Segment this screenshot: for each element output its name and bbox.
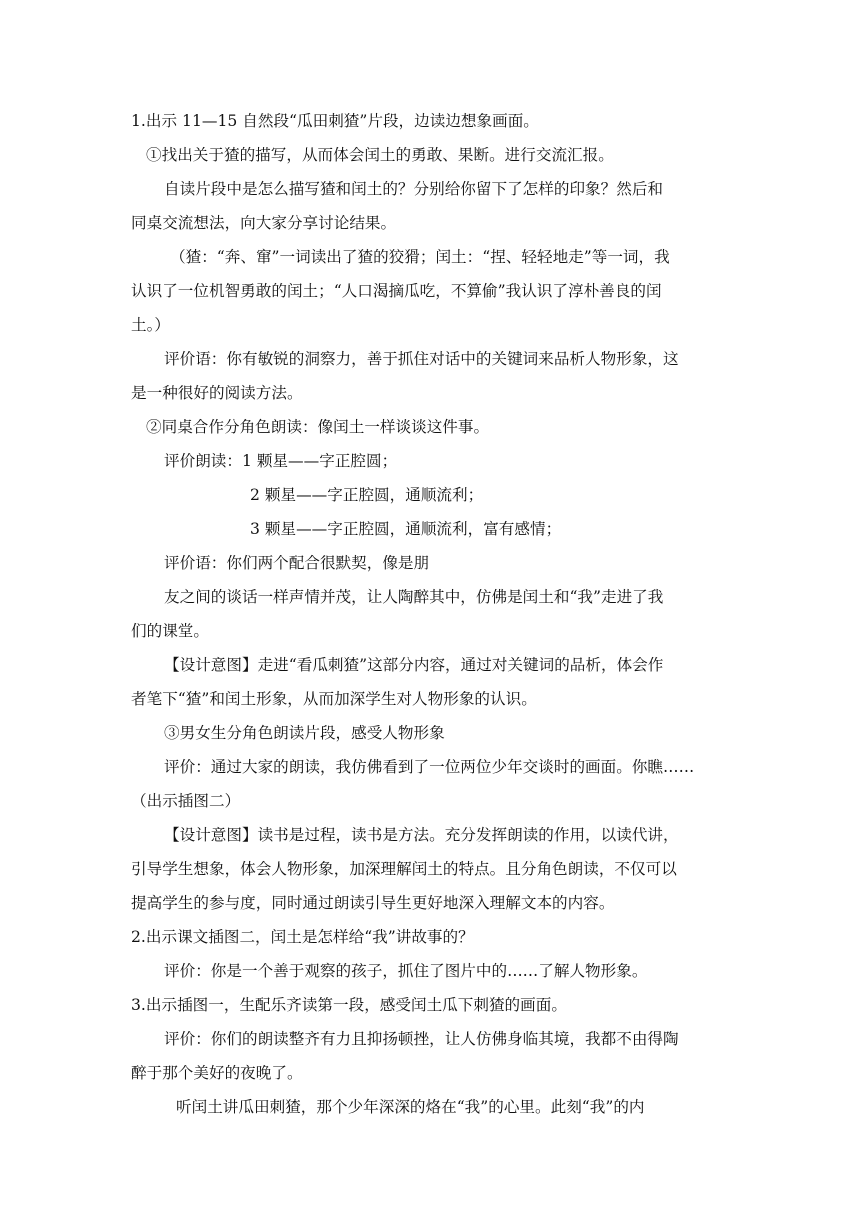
paragraph-line: 友之间的谈话一样声情并茂，让人陶醉其中，仿佛是闰土和“我”走进了我 <box>164 588 664 606</box>
paragraph-line: ①找出关于猹的描写，从而体会闰土的勇敢、果断。进行交流汇报。 <box>146 146 614 164</box>
paragraph-line: 【设计意图】读书是过程，读书是方法。充分发挥朗读的作用，以读代讲， <box>164 826 679 844</box>
paragraph-line: 是一种很好的阅读方法。 <box>131 384 303 402</box>
paragraph-line: 2 颗星——字正腔圆，通顺流利； <box>250 486 484 504</box>
paragraph-line: 评价语：你们两个配合很默契，像是朋 <box>164 554 430 572</box>
paragraph-line: 【设计意图】走进“看瓜刺猹”这部分内容，通过对关键词的品析，体会作 <box>164 656 664 674</box>
paragraph-line: 听闰土讲瓜田刺猹，那个少年深深的烙在“我”的心里。此刻“我”的内 <box>176 1098 645 1116</box>
paragraph-line: 评价朗读：1 颗星——字正腔圆； <box>164 452 398 470</box>
paragraph-line: 评价：你是一个善于观察的孩子，抓住了图片中的……了解人物形象。 <box>164 962 648 980</box>
paragraph-line: 评价：你们的朗读整齐有力且抑扬顿挫，让人仿佛身临其境，我都不由得陶 <box>164 1030 679 1048</box>
paragraph-line: 引导学生想象，体会人物形象，加深理解闰土的特点。且分角色朗读，不仅可以 <box>131 860 677 878</box>
paragraph-line: （出示插图二） <box>131 792 241 810</box>
paragraph-line: 同桌交流想法，向大家分享讨论结果。 <box>131 214 397 232</box>
section-heading: 3.出示插图一，生配乐齐读第一段，感受闰土瓜下刺猹的画面。 <box>131 996 567 1014</box>
paragraph-line: ③男女生分角色朗读片段，感受人物形象 <box>164 724 445 742</box>
paragraph-line: 土。） <box>131 316 170 334</box>
paragraph-line: 3 颗星——字正腔圆，通顺流利，富有感情； <box>250 520 562 538</box>
paragraph-line: ②同桌合作分角色朗读：像闰土一样谈谈这件事。 <box>146 418 490 436</box>
paragraph-line: 认识了一位机智勇敢的闰土；“人口渴摘瓜吃，不算偷”我认识了淳朴善良的闰 <box>131 282 662 300</box>
paragraph-line: 自读片段中是怎么描写猹和闰土的？分别给你留下了怎样的印象？然后和 <box>164 180 664 198</box>
paragraph-line: 提高学生的参与度，同时通过朗读引导生更好地深入理解文本的内容。 <box>131 894 615 912</box>
section-heading: 1.出示 11—15 自然段“瓜田刺猹”片段，边读边想象画面。 <box>131 112 539 130</box>
section-heading: 2.出示课文插图二，闰土是怎样给“我”讲故事的？ <box>131 928 474 946</box>
paragraph-line: 评价语：你有敏锐的洞察力，善于抓住对话中的关键词来品析人物形象，这 <box>164 350 679 368</box>
paragraph-line: 们的课堂。 <box>131 622 209 640</box>
paragraph-line: 醉于那个美好的夜晚了。 <box>131 1064 303 1082</box>
paragraph-line: （猹：“奔、窜”一词读出了猹的狡猾；闰土：“捏、轻轻地走”等一词，我 <box>170 248 670 266</box>
paragraph-line: 评价：通过大家的朗读，我仿佛看到了一位两位少年交谈时的画面。你瞧…… <box>164 758 695 776</box>
paragraph-line: 者笔下“猹”和闰土形象，从而加深学生对人物形象的认识。 <box>131 690 537 708</box>
